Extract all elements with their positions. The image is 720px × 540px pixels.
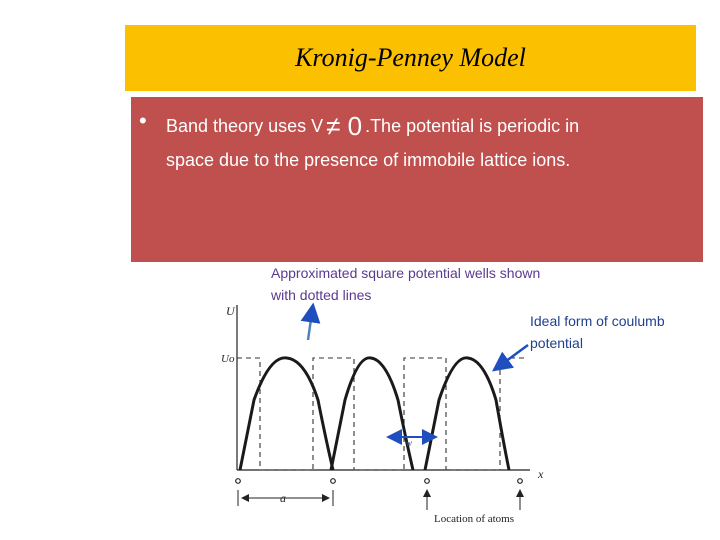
atom-marker	[425, 479, 430, 484]
square-wells-annotation-line-1: Approximated square potential wells shown	[271, 265, 541, 281]
square-well-dotted-line	[237, 358, 527, 470]
atom-marker	[518, 479, 523, 484]
not-equal-zero: ≠ 0	[326, 111, 363, 141]
coulomb-annotation-line-1: Ideal form of coulumb	[530, 313, 665, 329]
y-axis-label: U	[226, 304, 235, 318]
bullet-dot: •	[139, 108, 147, 133]
x-axis-label: x	[538, 467, 544, 481]
u0-label: Uo	[221, 353, 235, 365]
bullet-text-line-2: space due to the presence of immobile lattice ions.	[166, 150, 571, 170]
slide-title: Kronig-Penney Model	[295, 43, 526, 72]
coulomb-hump-2	[331, 358, 413, 470]
coulomb-annotation-line-2: potential	[530, 335, 583, 351]
square-wells-pointer-arrow	[308, 305, 313, 340]
coulomb-hump-3	[425, 358, 509, 470]
atom-marker	[236, 479, 241, 484]
bullet-text-pre: Band theory uses V	[166, 116, 324, 136]
location-of-atoms-label: Location of atoms	[433, 513, 515, 525]
period-label: a	[280, 491, 286, 505]
bullet-text-post: .The potential is periodic in	[365, 116, 580, 136]
atom-marker	[331, 479, 336, 484]
coulomb-hump-1	[240, 358, 333, 470]
square-wells-annotation-line-2: with dotted lines	[271, 287, 372, 303]
well-width-label: w	[406, 438, 413, 448]
